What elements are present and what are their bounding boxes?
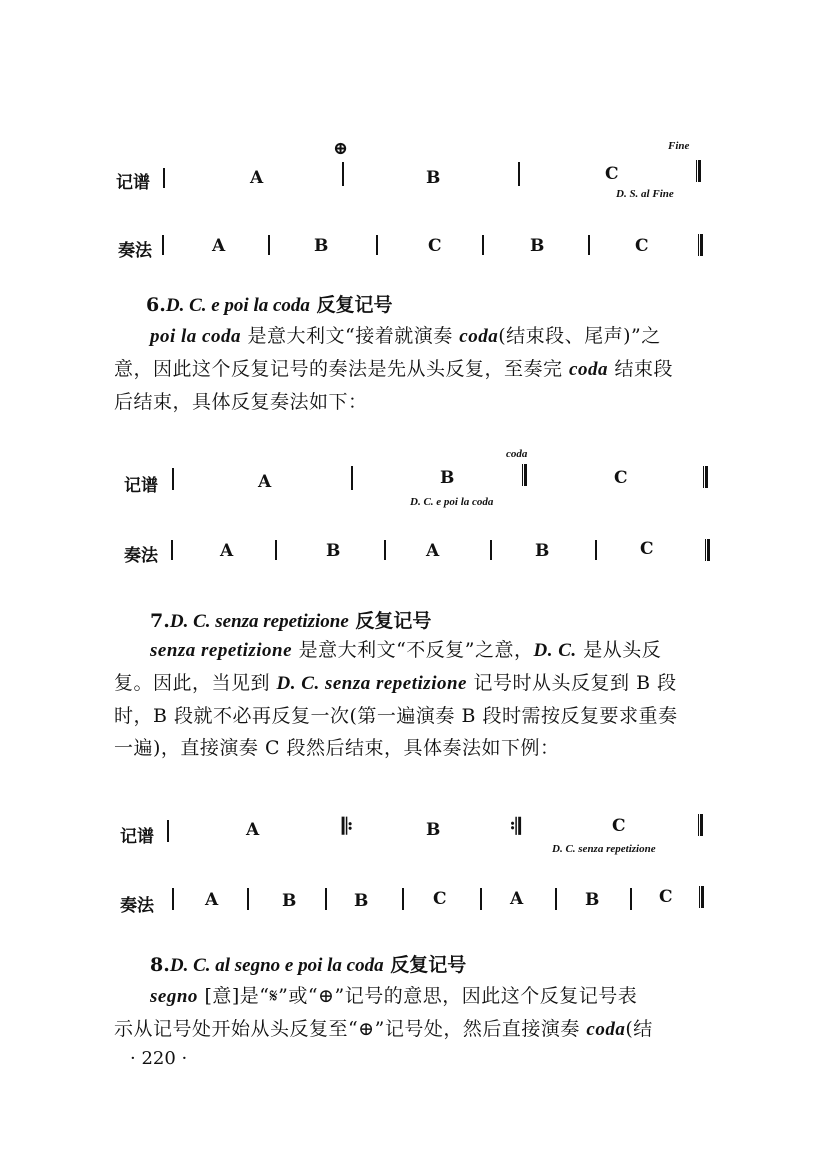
barline [167,820,169,842]
barline [275,540,277,560]
coda-symbol-icon: ⊕ [333,138,349,159]
play-section: C [428,236,442,256]
barline [384,540,386,560]
page-number: · 220 · [130,1048,188,1069]
notation-label: 记谱 [120,827,154,847]
barline [480,888,482,910]
play-section: C [659,887,673,907]
barline [490,540,492,560]
barline [595,540,597,560]
play-label: 奏法 [118,241,152,261]
barline [163,168,165,188]
fine-marker: Fine [668,140,690,152]
play-section: C [433,889,447,909]
barline [268,235,270,255]
notation-section-c: C [614,468,628,488]
play-label: 奏法 [120,896,154,916]
play-section: A [220,541,234,561]
notation-label: 记谱 [116,173,150,193]
play-section: A [205,890,219,910]
notation-section-a: A [250,168,264,188]
final-barline [698,814,703,836]
section-8-paragraph: segno [意]是“𝄋”或“⊕”记号的意思，因此这个反复记号表 示从记号处开始从头反复至“⊕”记号处，然后直接演奏 coda(结 [114,985,653,1040]
dc-senza-marker: D. C. senza repetizione [552,843,656,855]
ds-al-fine-marker: D. S. al Fine [616,188,674,200]
barline [402,888,404,910]
coda-marker: coda [506,448,528,460]
double-barline [522,464,527,486]
repeat-start-icon: 𝄆 [342,814,353,840]
notation-section-c: C [612,816,626,836]
play-section: B [354,891,369,911]
repeat-end-icon: 𝄇 [510,814,521,840]
barline [325,888,327,910]
play-section: A [426,541,440,561]
final-barline [705,539,710,561]
final-barline [698,234,703,256]
notation-section-b: B [426,168,441,188]
play-section: C [640,539,654,559]
section-7-heading: 7.D. C. senza repetizione 反复记号 [150,610,432,632]
notation-section-b: B [426,820,441,840]
final-barline [696,160,701,182]
final-barline [703,466,708,488]
barline [555,888,557,910]
play-label: 奏法 [124,546,158,566]
barline [482,235,484,255]
play-section: A [510,889,524,909]
barline [171,540,173,560]
play-section: A [212,236,226,256]
barline [630,888,632,910]
section-8-heading: 8.D. C. al segno e poi la coda 反复记号 [150,954,467,976]
barline [342,162,344,186]
final-barline [699,886,704,908]
barline [588,235,590,255]
notation-section-a: A [246,820,260,840]
play-section: B [585,890,600,910]
play-section: B [326,541,341,561]
section-6-paragraph: poi la coda 是意大利文“接着就演奏 coda(结束段、尾声)”之 意，因此这个反复记号的奏法是先从头反复，至奏完 coda 结束段 后结束，具体反复奏法如下： [114,325,674,413]
barline [351,466,353,490]
notation-section-a: A [258,472,272,492]
section-7-paragraph: senza repetizione 是意大利文“不反复”之意，D. C. 是从头反 复。因此，当见到 D. C. senza repetizione 记号时从头反复到 B 段 时，B 段就不必再反复一次(第一遍演奏 B 段时需按反复要求重奏 一遍)，直接演奏 C 段然后结束，具体奏法如下例： [114,639,678,759]
barline [162,235,164,255]
dc-poi-la-coda-marker: D. C. e poi la coda [410,496,494,508]
notation-label: 记谱 [124,476,158,496]
barline [247,888,249,910]
play-section: B [282,891,297,911]
notation-section-c: C [605,164,619,184]
barline [518,162,520,186]
play-section: B [530,236,545,256]
barline [376,235,378,255]
section-6-heading: 6.D. C. e poi la coda 反复记号 [146,294,393,316]
barline [172,468,174,490]
notation-section-b: B [440,468,455,488]
play-section: B [535,541,550,561]
barline [172,888,174,910]
play-section: C [635,236,649,256]
play-section: B [314,236,329,256]
